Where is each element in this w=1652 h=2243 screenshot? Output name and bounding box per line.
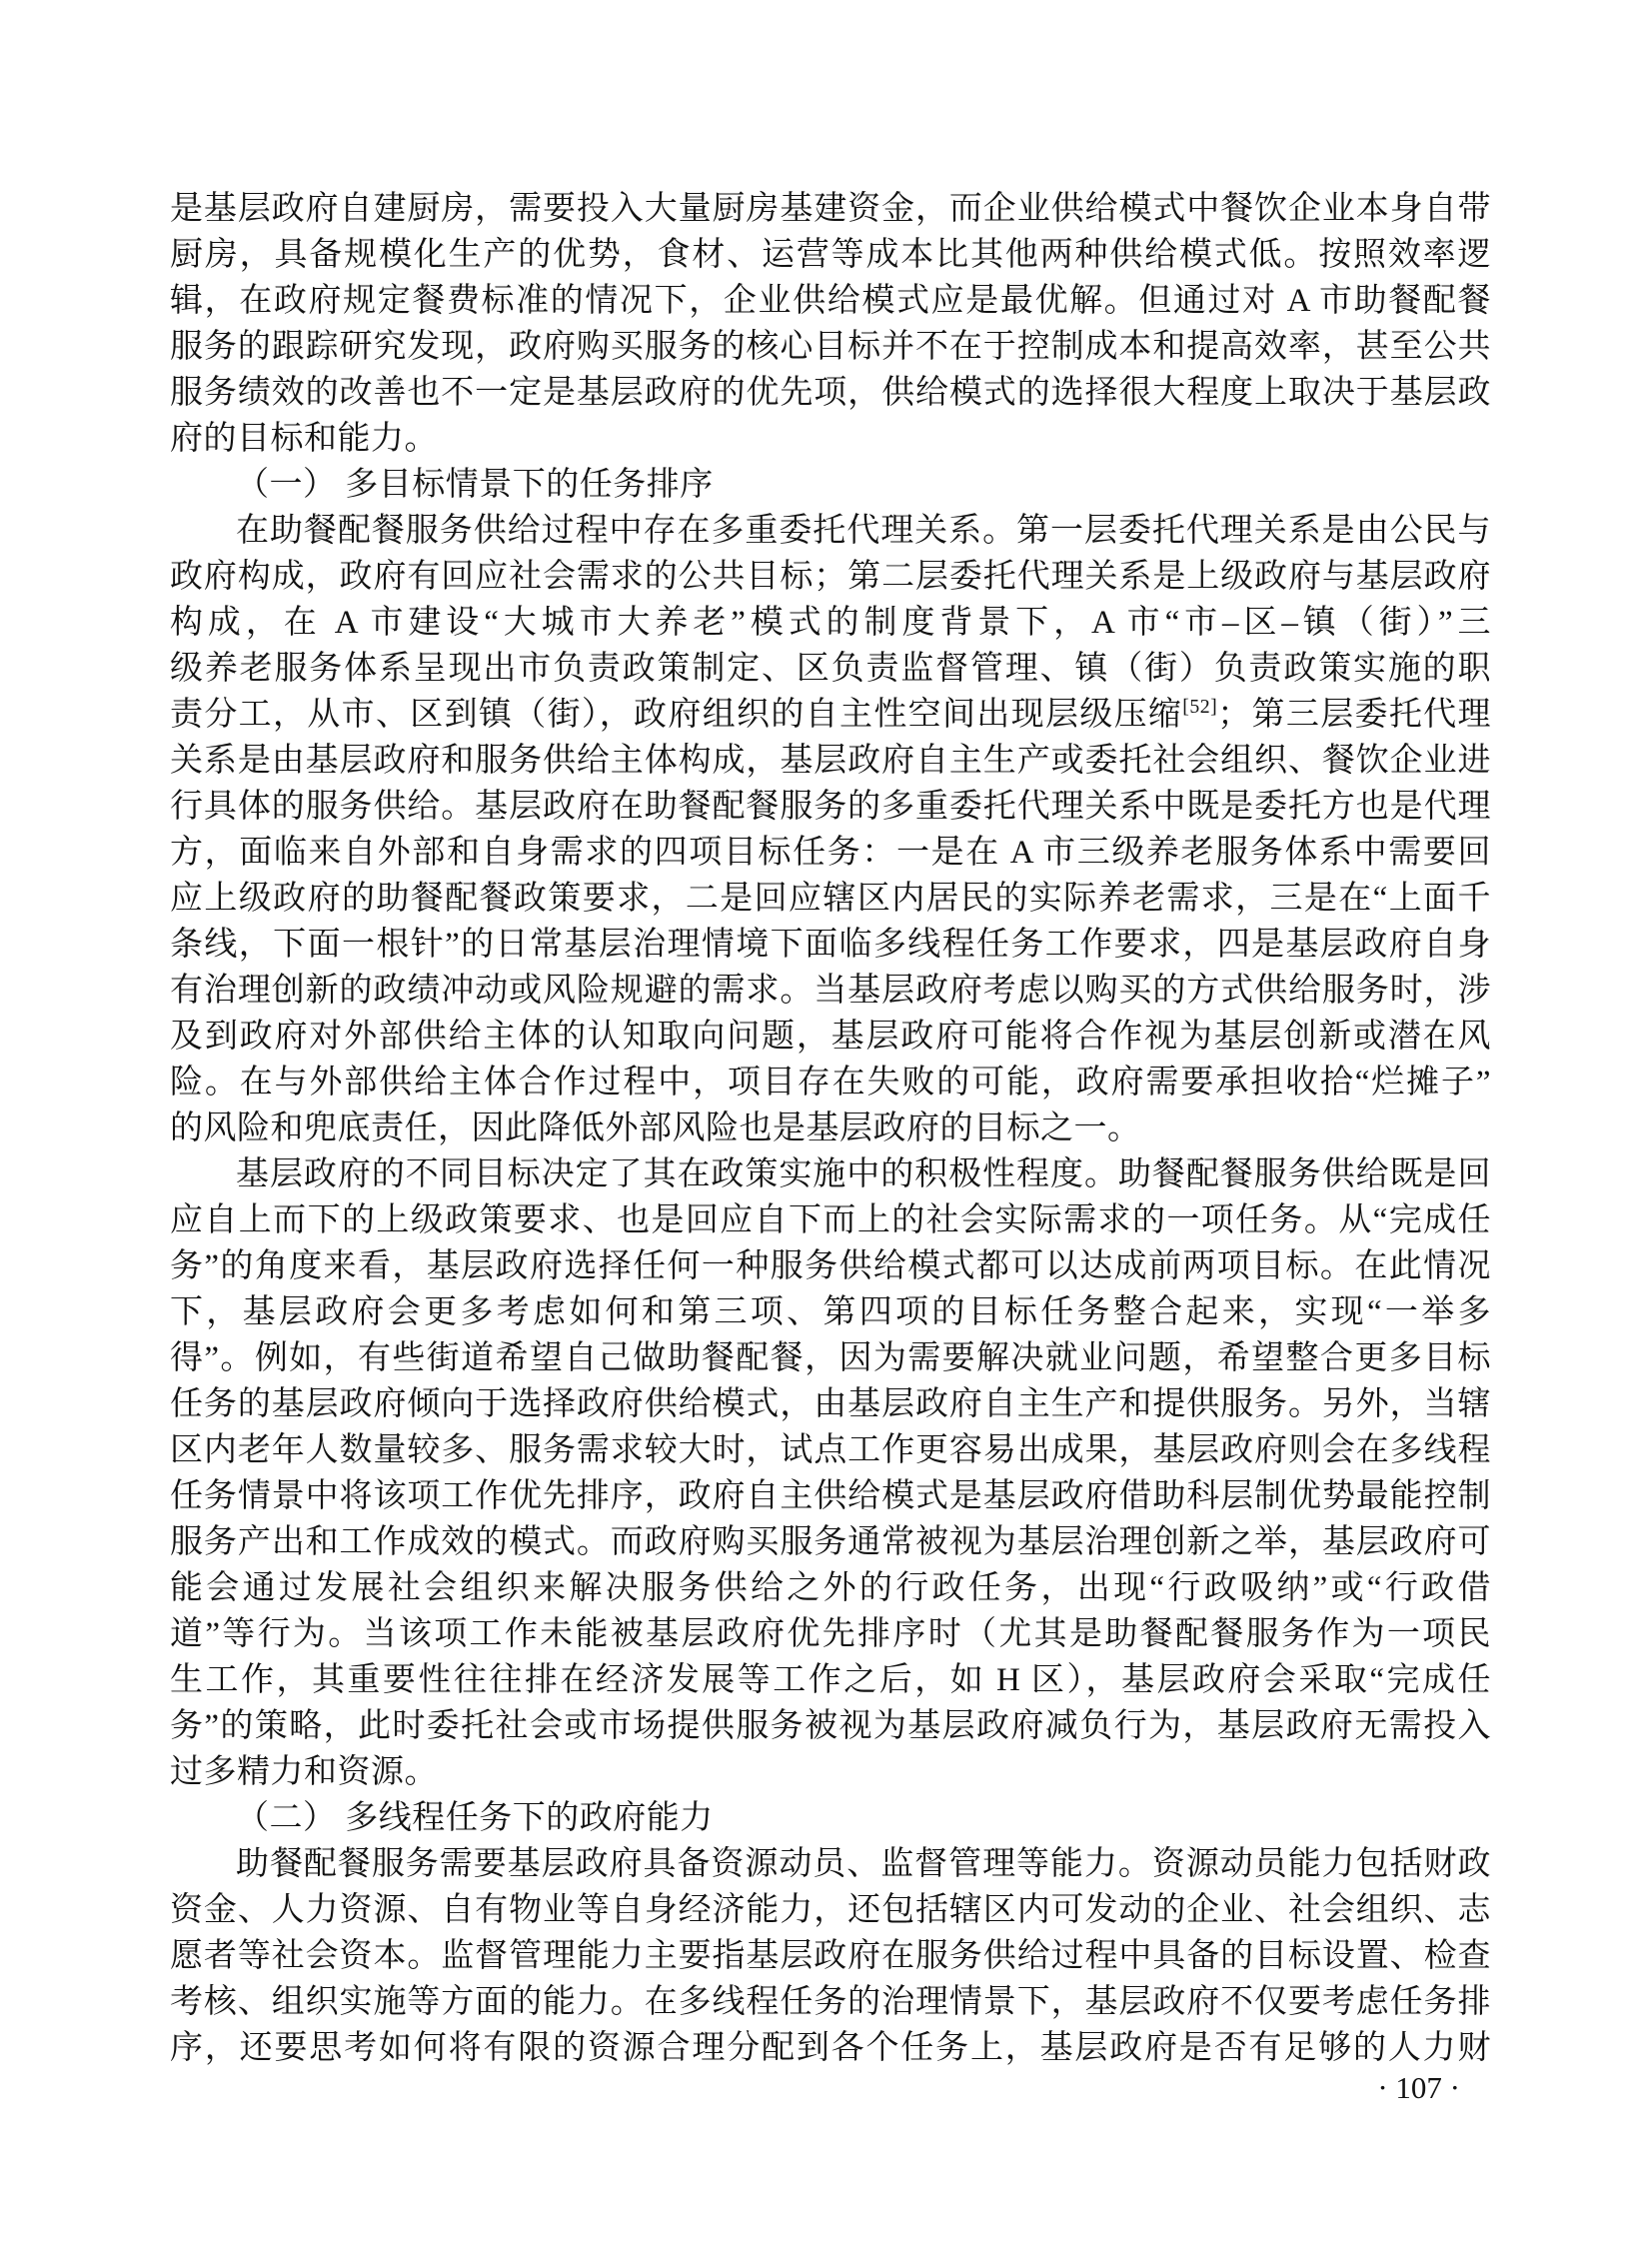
text-line: 级养老服务体系呈现出市负责政策制定、区负责监督管理、镇（街）负责政策实施的职 xyxy=(170,651,1491,687)
text-line: 道”等行为。当该项工作未能被基层政府优先排序时（尤其是助餐配餐服务作为一项民 xyxy=(170,1616,1491,1652)
text-line: 序，还要思考如何将有限的资源合理分配到各个任务上，基层政府是否有足够的人力财 xyxy=(170,2030,1491,2066)
text-line: 任务情景中将该项工作优先排序，政府自主供给模式是基层政府借助科层制优势最能控制 xyxy=(170,1478,1491,1514)
footnote-line-post: ；第三层委托代理 xyxy=(1217,697,1492,733)
text-line: 下，基层政府会更多考虑如何和第三项、第四项的目标任务整合起来，实现“一举多 xyxy=(170,1294,1491,1330)
text-line: 辑，在政府规定餐费标准的情况下，企业供给模式应是最优解。但通过对 A 市助餐配餐 xyxy=(170,283,1491,319)
text-line: 是基层政府自建厨房，需要投入大量厨房基建资金，而企业供给模式中餐饮企业本身自带 xyxy=(170,191,1491,227)
text-line: 区内老年人数量较多、服务需求较大时，试点工作更容易出成果，基层政府则会在多线程 xyxy=(170,1432,1491,1468)
section-heading-1: （一） 多目标情景下的任务排序 xyxy=(236,467,714,503)
text-line: 能会通过发展社会组织来解决服务供给之外的行政任务，出现“行政吸纳”或“行政借 xyxy=(170,1570,1491,1606)
text-line: 愿者等社会资本。监督管理能力主要指基层政府在服务供给过程中具备的目标设置、检查 xyxy=(170,1938,1491,1974)
text-line: 条线，下面一根针”的日常基层治理情境下面临多线程任务工作要求，四是基层政府自身 xyxy=(170,927,1491,963)
footnote-reference-52: [52] xyxy=(1182,696,1218,718)
text-line: 考核、组织实施等方面的能力。在多线程任务的治理情景下，基层政府不仅要考虑任务排 xyxy=(170,1984,1491,2020)
text-line: 务”的策略，此时委托社会或市场提供服务被视为基层政府减负行为，基层政府无需投入 xyxy=(170,1708,1491,1744)
text-line: 关系是由基层政府和服务供给主体构成，基层政府自主生产或委托社会组织、餐饮企业进 xyxy=(170,743,1491,779)
text-line: 任务的基层政府倾向于选择政府供给模式，由基层政府自主生产和提供服务。另外，当辖 xyxy=(170,1386,1491,1422)
page-number: · 107 · xyxy=(1377,2070,1460,2105)
section-heading-2: （二） 多线程任务下的政府能力 xyxy=(236,1800,714,1836)
text-line: 助餐配餐服务需要基层政府具备资源动员、监督管理等能力。资源动员能力包括财政 xyxy=(236,1846,1491,1882)
text-line-with-footnote xyxy=(170,692,1491,738)
text-line: 厨房，具备规模化生产的优势，食材、运营等成本比其他两种供给模式低。按照效率逻 xyxy=(170,237,1491,273)
footnote-line-pre: 责分工，从市、区到镇（街），政府组织的自主性空间出现层级压缩 xyxy=(170,697,1183,733)
text-line: 应自上而下的上级政策要求、也是回应自下而上的社会实际需求的一项任务。从“完成任 xyxy=(170,1202,1491,1238)
text-line: 服务产出和工作成效的模式。而政府购买服务通常被视为基层治理创新之举，基层政府可 xyxy=(170,1524,1491,1560)
text-line: 行具体的服务供给。基层政府在助餐配餐服务的多重委托代理关系中既是委托方也是代理 xyxy=(170,789,1491,825)
text-line: 应上级政府的助餐配餐政策要求，二是回应辖区内居民的实际养老需求，三是在“上面千 xyxy=(170,881,1491,917)
text-line: 基层政府的不同目标决定了其在政策实施中的积极性程度。助餐配餐服务供给既是回 xyxy=(236,1156,1491,1192)
text-line: 构成，在 A 市建设“大城市大养老”模式的制度背景下，A 市“市–区–镇（街）”三 xyxy=(170,605,1491,641)
article-text-block xyxy=(170,186,1491,2071)
text-line: 服务绩效的改善也不一定是基层政府的优先项，供给模式的选择很大程度上取决于基层政 xyxy=(170,375,1491,411)
text-line: 务”的角度来看，基层政府选择任何一种服务供给模式都可以达成前两项目标。在此情况 xyxy=(170,1248,1491,1284)
text-line: 在助餐配餐服务供给过程中存在多重委托代理关系。第一层委托代理关系是由公民与 xyxy=(236,513,1491,549)
text-line: 方，面临来自外部和自身需求的四项目标任务：一是在 A 市三级养老服务体系中需要回 xyxy=(170,835,1491,871)
text-line: 过多精力和资源。 xyxy=(170,1754,438,1790)
text-line: 生工作，其重要性往往排在经济发展等工作之后，如 H 区），基层政府会采取“完成任 xyxy=(170,1662,1491,1698)
text-line: 及到政府对外部供给主体的认知取向问题，基层政府可能将合作视为基层创新或潜在风 xyxy=(170,1019,1491,1055)
text-line: 府的目标和能力。 xyxy=(170,421,438,457)
text-line: 有治理创新的政绩冲动或风险规避的需求。当基层政府考虑以购买的方式供给服务时，涉 xyxy=(170,973,1491,1009)
text-line: 险。在与外部供给主体合作过程中，项目存在失败的可能，政府需要承担收拾“烂摊子” xyxy=(170,1065,1491,1101)
text-line: 得”。例如，有些街道希望自己做助餐配餐，因为需要解决就业问题，希望整合更多目标 xyxy=(170,1340,1491,1376)
text-line: 资金、人力资源、自有物业等自身经济能力，还包括辖区内可发动的企业、社会组织、志 xyxy=(170,1892,1491,1928)
text-line: 政府构成，政府有回应社会需求的公共目标；第二层委托代理关系是上级政府与基层政府 xyxy=(170,559,1491,595)
text-line: 的风险和兜底责任，因此降低外部风险也是基层政府的目标之一。 xyxy=(170,1111,1141,1146)
text-line: 服务的跟踪研究发现，政府购买服务的核心目标并不在于控制成本和提高效率，甚至公共 xyxy=(170,329,1491,365)
